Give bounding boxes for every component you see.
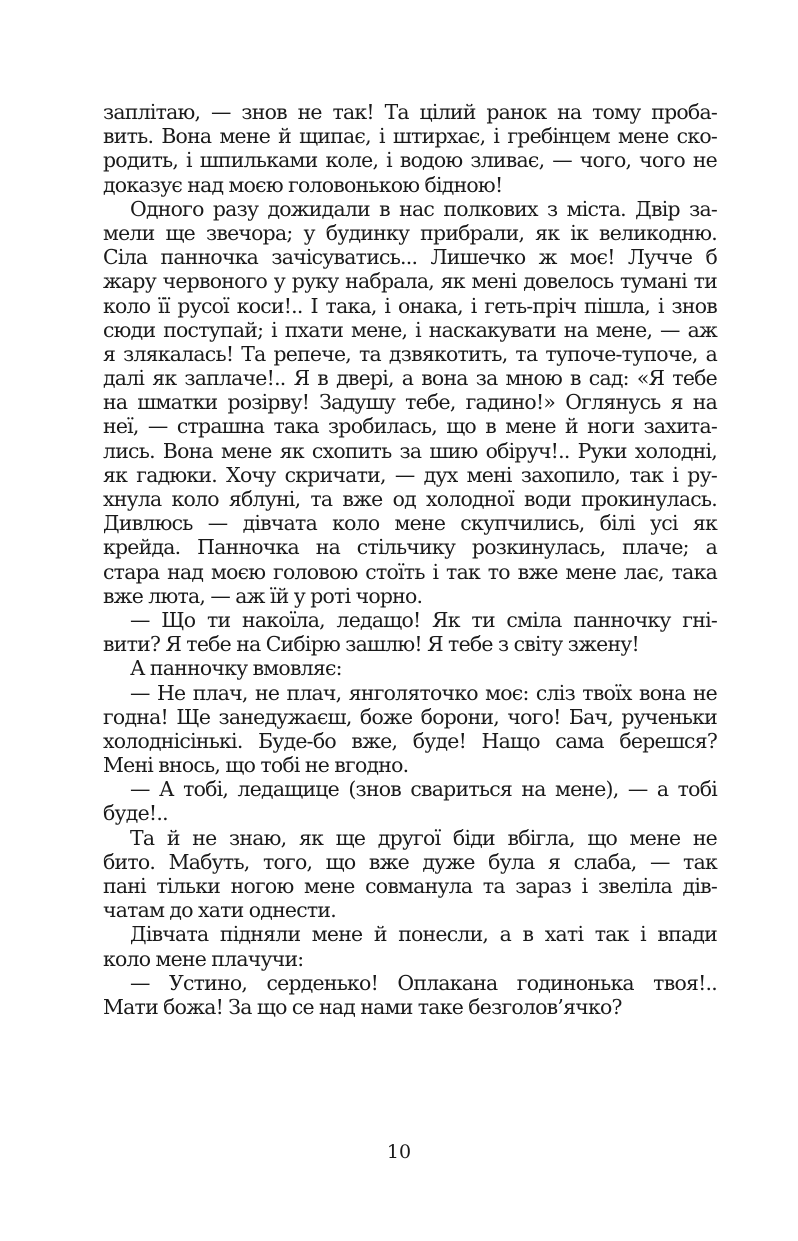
text-line: мели ще звечора; у будинку прибрали, як ік великодню. bbox=[103, 220, 717, 245]
text-line: — Що ти накоїла, ледащо! Як ти сміла панночку гні- bbox=[130, 607, 717, 632]
text-line: Дивлюсь — дівчата коло мене скупчились, білі усі як bbox=[103, 511, 717, 536]
text-line: коло її русої коси!.. І така, і онака, і геть-пріч пішла, і знов bbox=[103, 293, 717, 318]
text-line: як гадюки. Хочу скричати, — дух мені захопило, так і ру- bbox=[103, 462, 717, 487]
text-line: жару червоного у руку набрала, як мені довелось тумані ти bbox=[103, 269, 717, 294]
text-line: далі як заплаче!.. Я в двері, а вона за мною в сад: «Я тебе bbox=[103, 366, 717, 391]
text-line: буде!.. bbox=[103, 801, 168, 826]
text-line: Мені внось, що тобі не вгодно. bbox=[103, 753, 409, 778]
text-line: Одного разу дожидали в нас полкових з міста. Двір за- bbox=[130, 196, 717, 221]
text-line: коло мене плачучи: bbox=[103, 946, 304, 971]
text-line: холоднісінькі. Буде-бо вже, буде! Нащо сама берешся? bbox=[103, 728, 717, 753]
text-line: хнула коло яблуні, та вже од холодної води прокинулась. bbox=[103, 487, 717, 511]
text-line: чатам до хати однести. bbox=[103, 898, 336, 923]
text-line: неї, — страшна така зробилась, що в мене й ноги захита- bbox=[103, 414, 717, 439]
text-line: — Устино, серденько! Оплакана годинонька твоя!.. bbox=[130, 970, 717, 995]
text-line: заплітаю, — знов не так! Та цілий ранок на тому проба- bbox=[103, 100, 717, 124]
text-line: Сіла панночка зачісуватись... Лишечко ж моє! Лучче б bbox=[103, 245, 717, 270]
text-line: родить, і шпильками коле, і водою зливає, — чого, чого не bbox=[103, 148, 717, 173]
text-line: доказує над моєю головонькою бідною! bbox=[103, 172, 503, 197]
text-line: вить. Вона мене й щипає, і штирхає, і гребінцем мене ско- bbox=[103, 124, 717, 149]
text-line: пані тільки ногою мене совманула та зараз і звеліла дів- bbox=[103, 874, 717, 898]
page-body-text bbox=[103, 100, 717, 1019]
text-line: Та й не знаю, як ще другої біди вбігла, що мене не bbox=[130, 825, 717, 850]
text-line: вже люта, — аж їй у роті чорно. bbox=[103, 583, 423, 608]
text-line: сюди поступай; і пхати мене, і наскакувати на мене, — аж bbox=[103, 317, 717, 342]
text-line: Мати божа! За що се над нами таке безголов’ячко? bbox=[103, 994, 622, 1019]
text-line: крейда. Панночка на стільчику розкинулась, плаче; а bbox=[103, 535, 717, 560]
text-line: бито. Мабуть, того, що вже дуже була я слаба, — так bbox=[103, 849, 717, 874]
text-line: вити? Я тебе на Сибірю зашлю! Я тебе з світу зжену! bbox=[103, 632, 639, 657]
text-line: лись. Вона мене як схопить за шию обіруч!.. Руки холодні, bbox=[103, 438, 717, 463]
text-line: годна! Ще занедужаєш, боже борони, чого! Бач, рученьки bbox=[103, 704, 717, 729]
text-line: Дівчата підняли мене й понесли, а в хаті так і впади bbox=[130, 922, 717, 947]
page-number: 10 bbox=[386, 1141, 412, 1163]
text-line: на шматки розірву! Задушу тебе, гадино!» Оглянусь я на bbox=[103, 390, 717, 415]
text-line: стара над моєю головою стоїть і так то вже мене лає, така bbox=[103, 559, 717, 584]
text-line: я злякалась! Та репече, та дзвякотить, та тупоче-тупоче, а bbox=[103, 341, 717, 366]
text-line: А панночку вмовляє: bbox=[130, 656, 342, 681]
text-line: — Не плач, не плач, янголяточко моє: сліз твоїх вона не bbox=[130, 680, 717, 705]
text-line: — А тобі, ледащице (знов свариться на мене), — а тобі bbox=[130, 777, 717, 802]
